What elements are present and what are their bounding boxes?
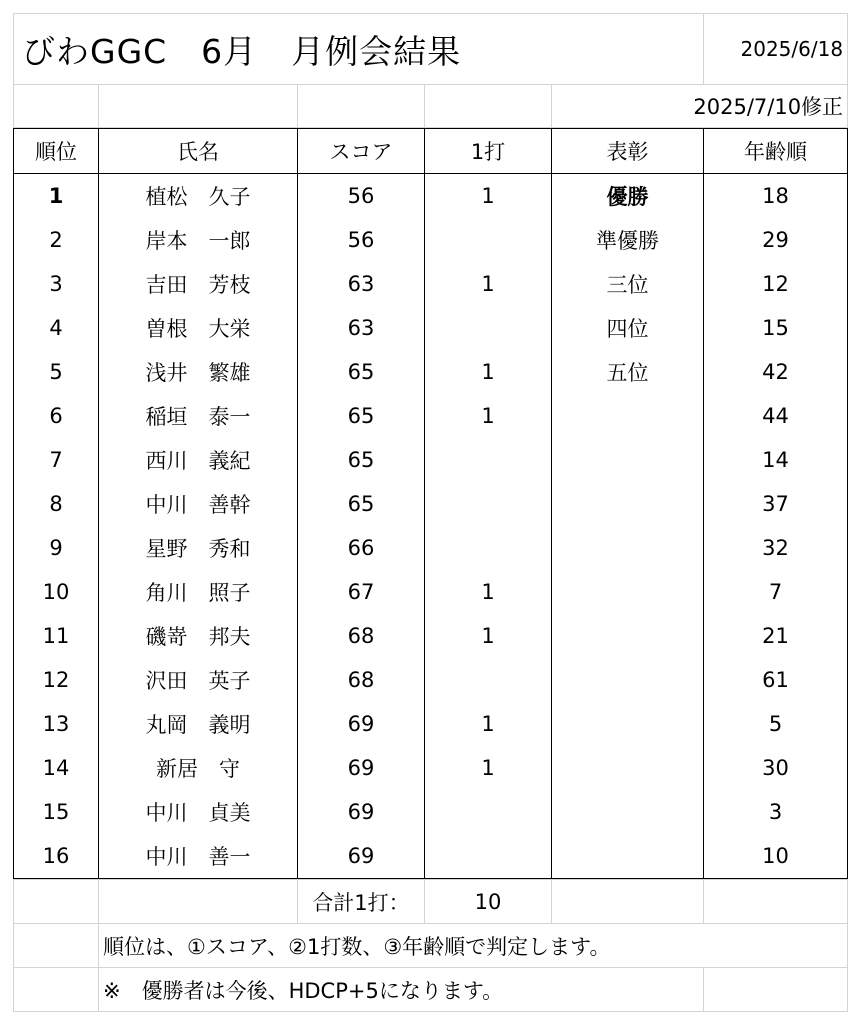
one-stroke-cell (425, 526, 552, 570)
one-stroke-cell: 1 (425, 174, 552, 219)
score-cell: 69 (298, 702, 425, 746)
award-cell: 三位 (552, 262, 704, 306)
one-stroke-cell (425, 218, 552, 262)
header-rank: 順位 (14, 129, 99, 174)
score-cell: 65 (298, 482, 425, 526)
score-cell: 65 (298, 394, 425, 438)
rank-cell: 2 (14, 218, 99, 262)
award-cell (552, 394, 704, 438)
name-cell: 吉田 芳枝 (99, 262, 298, 306)
one-stroke-cell: 1 (425, 702, 552, 746)
age-order-cell: 44 (704, 394, 848, 438)
winner-handicap-note: ※ 優勝者は今後、HDCP+5になります。 (99, 968, 704, 1012)
name-cell: 中川 善幹 (99, 482, 298, 526)
award-cell: 五位 (552, 350, 704, 394)
empty-cell (704, 968, 848, 1012)
rank-cell: 1 (14, 174, 99, 219)
table-row (14, 438, 848, 482)
empty-cell (425, 85, 552, 128)
name-cell: 中川 貞美 (99, 790, 298, 834)
age-order-cell: 14 (704, 438, 848, 482)
age-order-cell: 29 (704, 218, 848, 262)
award-cell: 準優勝 (552, 218, 704, 262)
header-age-order: 年齢順 (704, 129, 848, 174)
age-order-cell: 5 (704, 702, 848, 746)
total-value: 10 (425, 880, 552, 924)
empty-cell (14, 924, 99, 968)
footer-table (13, 879, 848, 1012)
score-cell: 56 (298, 218, 425, 262)
table-row (14, 350, 848, 394)
rank-cell: 14 (14, 746, 99, 790)
one-stroke-cell (425, 790, 552, 834)
total-label: 合計1打： (298, 880, 425, 924)
award-cell (552, 658, 704, 702)
award-cell (552, 526, 704, 570)
name-cell: 星野 秀和 (99, 526, 298, 570)
name-cell: 植松 久子 (99, 174, 298, 219)
age-order-cell: 21 (704, 614, 848, 658)
header-table (13, 13, 848, 128)
rank-cell: 11 (14, 614, 99, 658)
award-cell (552, 746, 704, 790)
rank-cell: 5 (14, 350, 99, 394)
one-stroke-cell: 1 (425, 394, 552, 438)
rank-cell: 4 (14, 306, 99, 350)
one-stroke-cell (425, 834, 552, 879)
award-cell: 優勝 (552, 174, 704, 219)
score-cell: 66 (298, 526, 425, 570)
empty-cell (99, 880, 298, 924)
name-cell: 新居 守 (99, 746, 298, 790)
name-cell: 丸岡 義明 (99, 702, 298, 746)
rank-cell: 8 (14, 482, 99, 526)
name-cell: 磯嵜 邦夫 (99, 614, 298, 658)
table-row (14, 570, 848, 614)
empty-cell (552, 880, 704, 924)
age-order-cell: 15 (704, 306, 848, 350)
table-row (14, 526, 848, 570)
table-header-row (14, 129, 848, 174)
table-row (14, 306, 848, 350)
one-stroke-cell: 1 (425, 570, 552, 614)
empty-cell (298, 85, 425, 128)
age-order-cell: 37 (704, 482, 848, 526)
award-cell (552, 702, 704, 746)
score-cell: 56 (298, 174, 425, 219)
score-cell: 65 (298, 438, 425, 482)
one-stroke-cell: 1 (425, 350, 552, 394)
table-row (14, 262, 848, 306)
one-stroke-cell: 1 (425, 262, 552, 306)
header-one-stroke: 1打 (425, 129, 552, 174)
age-order-cell: 61 (704, 658, 848, 702)
table-row (14, 790, 848, 834)
age-order-cell: 18 (704, 174, 848, 219)
age-order-cell: 42 (704, 350, 848, 394)
name-cell: 曽根 大栄 (99, 306, 298, 350)
award-cell (552, 834, 704, 879)
revision-date: 2025/7/10修正 (552, 85, 848, 128)
award-cell: 四位 (552, 306, 704, 350)
rank-cell: 12 (14, 658, 99, 702)
table-row (14, 394, 848, 438)
table-row (14, 746, 848, 790)
age-order-cell: 7 (704, 570, 848, 614)
table-row (14, 218, 848, 262)
table-row (14, 482, 848, 526)
results-table (13, 128, 848, 879)
name-cell: 稲垣 泰一 (99, 394, 298, 438)
age-order-cell: 12 (704, 262, 848, 306)
header-score: スコア (298, 129, 425, 174)
one-stroke-cell (425, 306, 552, 350)
score-cell: 67 (298, 570, 425, 614)
results-body (14, 174, 848, 879)
header-name: 氏名 (99, 129, 298, 174)
table-row (14, 614, 848, 658)
rank-cell: 7 (14, 438, 99, 482)
one-stroke-cell: 1 (425, 746, 552, 790)
table-row (14, 658, 848, 702)
score-cell: 69 (298, 790, 425, 834)
age-order-cell: 30 (704, 746, 848, 790)
name-cell: 岸本 一郎 (99, 218, 298, 262)
award-cell (552, 790, 704, 834)
empty-cell (14, 85, 99, 128)
event-date: 2025/6/18 (704, 14, 848, 85)
page-title: びわGGC 6月 月例会結果 (14, 14, 704, 85)
table-row (14, 702, 848, 746)
name-cell: 沢田 英子 (99, 658, 298, 702)
score-cell: 63 (298, 262, 425, 306)
age-order-cell: 3 (704, 790, 848, 834)
empty-cell (704, 880, 848, 924)
rank-cell: 15 (14, 790, 99, 834)
award-cell (552, 614, 704, 658)
table-row (14, 834, 848, 879)
empty-cell (14, 880, 99, 924)
age-order-cell: 10 (704, 834, 848, 879)
ranking-rule-note: 順位は、①スコア、②1打数、③年齢順で判定します。 (99, 924, 848, 968)
name-cell: 西川 義紀 (99, 438, 298, 482)
award-cell (552, 570, 704, 614)
one-stroke-cell: 1 (425, 614, 552, 658)
empty-cell (99, 85, 298, 128)
age-order-cell: 32 (704, 526, 848, 570)
name-cell: 中川 善一 (99, 834, 298, 879)
one-stroke-cell (425, 482, 552, 526)
results-sheet (13, 13, 847, 1012)
rank-cell: 6 (14, 394, 99, 438)
one-stroke-cell (425, 438, 552, 482)
rank-cell: 9 (14, 526, 99, 570)
score-cell: 65 (298, 350, 425, 394)
score-cell: 63 (298, 306, 425, 350)
header-award: 表彰 (552, 129, 704, 174)
table-row (14, 174, 848, 219)
rank-cell: 10 (14, 570, 99, 614)
empty-cell (14, 968, 99, 1012)
name-cell: 浅井 繁雄 (99, 350, 298, 394)
name-cell: 角川 照子 (99, 570, 298, 614)
award-cell (552, 482, 704, 526)
rank-cell: 13 (14, 702, 99, 746)
score-cell: 68 (298, 614, 425, 658)
award-cell (552, 438, 704, 482)
rank-cell: 3 (14, 262, 99, 306)
score-cell: 68 (298, 658, 425, 702)
score-cell: 69 (298, 746, 425, 790)
rank-cell: 16 (14, 834, 99, 879)
score-cell: 69 (298, 834, 425, 879)
one-stroke-cell (425, 658, 552, 702)
